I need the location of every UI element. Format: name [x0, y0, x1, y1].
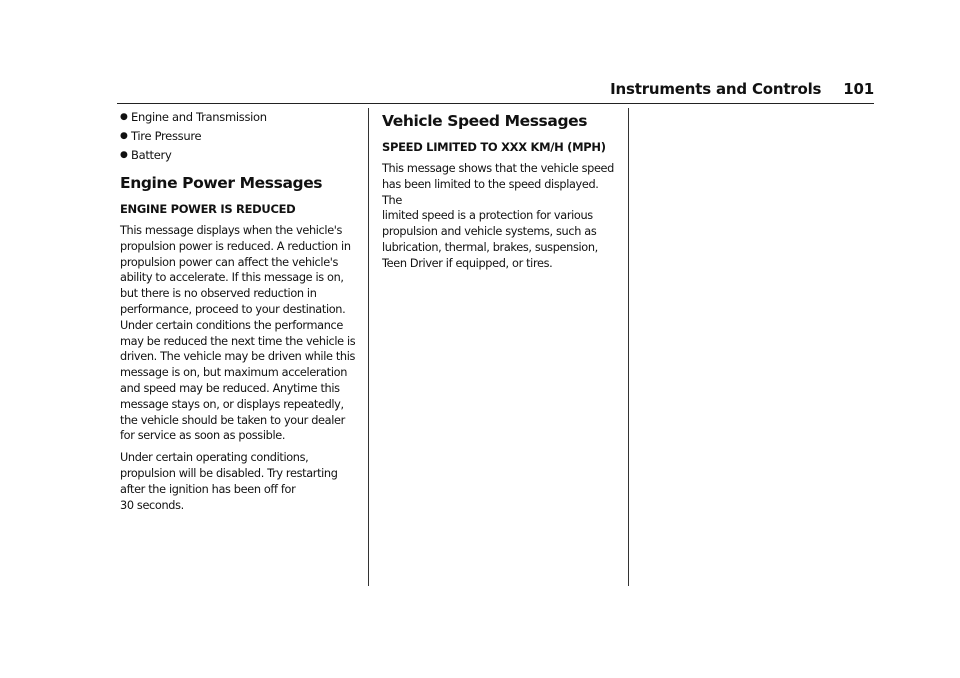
- list-item: ● Battery: [120, 148, 172, 162]
- bullet-icon: ●: [120, 131, 128, 141]
- left-column: [120, 108, 358, 519]
- engine-power-paragraph-2: Under certain operating conditions, propulsion will be disabled. Try restarting after the ignition has been off for 30 seconds.: [120, 451, 338, 512]
- page-header: [0, 80, 874, 98]
- column-divider-1: [368, 108, 369, 586]
- list-item: ● Tire Pressure: [120, 129, 202, 143]
- engine-power-reduced-subheading: ENGINE POWER IS REDUCED: [120, 202, 296, 216]
- engine-power-heading: Engine Power Messages: [120, 174, 323, 192]
- speed-limited-subheading: SPEED LIMITED TO XXX KM/H (MPH): [382, 140, 606, 154]
- list-item: ● Engine and Transmission: [120, 110, 267, 124]
- vehicle-speed-heading: Vehicle Speed Messages: [382, 112, 588, 130]
- bullet-list: [120, 111, 358, 162]
- header-rule: [117, 103, 874, 104]
- engine-power-paragraph-1: This message displays when the vehicle's propulsion power is reduced. A reduction in propulsion power can affect the vehicle's ability to accelerate. If this message is on, but there is no observed reduction in performance, proceed to your destination. Under certain conditions the performance may be reduced the next time the vehicle is driven. The vehicle may be driven while this message is on, but maximum acceleration and speed may be reduced. Anytime this message stays on, or displays repeatedly, the vehicle should be taken to your dealer for service as soon as possible.: [120, 224, 356, 443]
- middle-column: [382, 108, 620, 278]
- page-number: 101: [843, 80, 874, 98]
- bullet-icon: ●: [120, 150, 128, 160]
- section-title: Instruments and Controls: [610, 80, 822, 98]
- bullet-icon: ●: [120, 112, 128, 122]
- speed-limited-paragraph: This message shows that the vehicle speed has been limited to the speed displayed. The limited speed is a protection for various propulsion and vehicle systems, such as lubrication, thermal, brakes, suspension, Teen Driver if equipped, or tires.: [382, 162, 614, 270]
- column-divider-2: [628, 108, 629, 586]
